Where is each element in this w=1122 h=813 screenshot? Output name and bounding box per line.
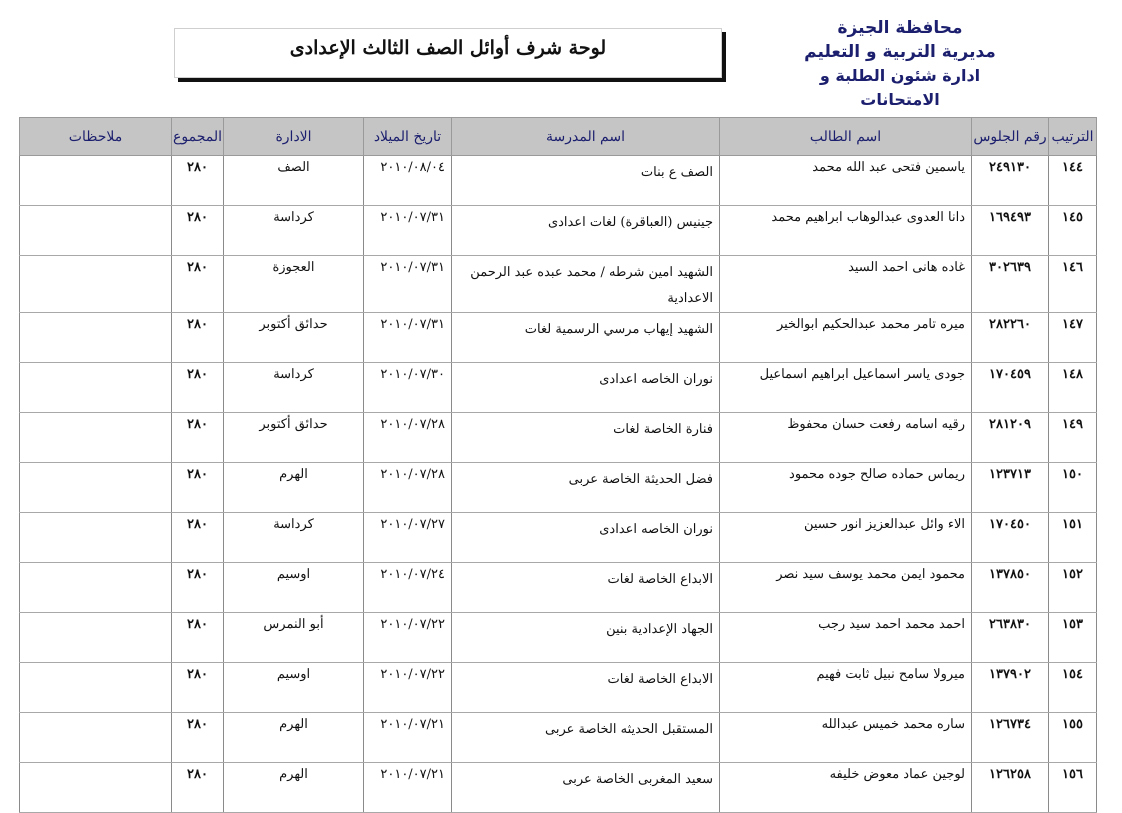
student-name-cell: ساره محمد خميس عبدالله: [720, 713, 972, 763]
administration-cell: الهرم: [224, 713, 364, 763]
honor-roll-table: [19, 117, 1097, 813]
birth-date-cell: ٢٠١٠/٠٨/٠٤: [364, 156, 452, 206]
total-cell: ٢٨٠: [172, 663, 224, 713]
table-row: [20, 713, 1097, 763]
administration-cell: العجوزة: [224, 256, 364, 313]
school-name-cell: المستقبل الحديثه الخاصة عربى: [452, 713, 720, 763]
student-name-cell: جودى ياسر اسماعيل ابراهيم اسماعيل: [720, 363, 972, 413]
department-name: ادارة شئون الطلبة و الامتحانات: [819, 66, 981, 109]
table-row: [20, 663, 1097, 713]
administration-cell: كرداسة: [224, 513, 364, 563]
notes-cell: [20, 713, 172, 763]
school-name-cell: جينيس (العباقرة) لغات اعدادى: [452, 206, 720, 256]
notes-cell: [20, 156, 172, 206]
rank-cell: ١٥٢: [1049, 563, 1097, 613]
administration-cell: اوسيم: [224, 663, 364, 713]
seat-number-cell: ٢٨٢٢٦٠: [972, 313, 1049, 363]
student-name-cell: دانا العدوى عبدالوهاب ابراهيم محمد: [720, 206, 972, 256]
administration-cell: الصف: [224, 156, 364, 206]
administration-cell: كرداسة: [224, 363, 364, 413]
rank-cell: ١٥٥: [1049, 713, 1097, 763]
student-name-cell: الاء وائل عبدالعزيز انور حسين: [720, 513, 972, 563]
total-cell: ٢٨٠: [172, 613, 224, 663]
title-box: [174, 28, 722, 78]
birth-date-cell: ٢٠١٠/٠٧/٢٨: [364, 463, 452, 513]
seat-number-cell: ٢٨١٢٠٩: [972, 413, 1049, 463]
notes-cell: [20, 256, 172, 313]
col-header-total: المجموع: [172, 118, 224, 156]
student-name-cell: ميره تامر محمد عبدالحكيم ابوالخير: [720, 313, 972, 363]
directorate-name: مديرية التربية و التعليم: [804, 42, 996, 62]
rank-cell: ١٥٤: [1049, 663, 1097, 713]
student-name-cell: رقيه اسامه رفعت حسان محفوظ: [720, 413, 972, 463]
table-row: [20, 363, 1097, 413]
notes-cell: [20, 613, 172, 663]
school-name-cell: الابداع الخاصة لغات: [452, 563, 720, 613]
seat-number-cell: ٣٠٢٦٣٩: [972, 256, 1049, 313]
birth-date-cell: ٢٠١٠/٠٧/٢٨: [364, 413, 452, 463]
administration-cell: الهرم: [224, 463, 364, 513]
col-header-seat-number: رقم الجلوس: [972, 118, 1049, 156]
administration-cell: الهرم: [224, 763, 364, 813]
school-name-cell: نوران الخاصه اعدادى: [452, 363, 720, 413]
total-cell: ٢٨٠: [172, 256, 224, 313]
total-cell: ٢٨٠: [172, 156, 224, 206]
rank-cell: ١٤٧: [1049, 313, 1097, 363]
student-name-cell: محمود ايمن محمد يوسف سيد نصر: [720, 563, 972, 613]
notes-cell: [20, 413, 172, 463]
student-name-cell: لوجين عماد معوض خليفه: [720, 763, 972, 813]
administration-cell: حدائق أكتوبر: [224, 413, 364, 463]
seat-number-cell: ١٢٣٧١٣: [972, 463, 1049, 513]
notes-cell: [20, 206, 172, 256]
school-name-cell: الصف ع بنات: [452, 156, 720, 206]
total-cell: ٢٨٠: [172, 363, 224, 413]
school-name-cell: الشهيد امين شرطه / محمد عبده عبد الرحمن الاعدادية: [452, 256, 720, 313]
seat-number-cell: ٢٤٩١٣٠: [972, 156, 1049, 206]
table-row: [20, 413, 1097, 463]
birth-date-cell: ٢٠١٠/٠٧/٣١: [364, 206, 452, 256]
notes-cell: [20, 763, 172, 813]
administration-cell: كرداسة: [224, 206, 364, 256]
rank-cell: ١٤٤: [1049, 156, 1097, 206]
total-cell: ٢٨٠: [172, 463, 224, 513]
administration-cell: حدائق أكتوبر: [224, 313, 364, 363]
birth-date-cell: ٢٠١٠/٠٧/٢٧: [364, 513, 452, 563]
rank-cell: ١٤٥: [1049, 206, 1097, 256]
col-header-school-name: اسم المدرسة: [452, 118, 720, 156]
col-header-birth-date: تاريخ الميلاد: [364, 118, 452, 156]
col-header-rank: الترتيب: [1049, 118, 1097, 156]
seat-number-cell: ٢٦٣٨٣٠: [972, 613, 1049, 663]
notes-cell: [20, 313, 172, 363]
total-cell: ٢٨٠: [172, 563, 224, 613]
school-name-cell: الابداع الخاصة لغات: [452, 663, 720, 713]
col-header-student-name: اسم الطالب: [720, 118, 972, 156]
seat-number-cell: ١٢٦٢٥٨: [972, 763, 1049, 813]
col-header-notes: ملاحظات: [20, 118, 172, 156]
table-row: [20, 156, 1097, 206]
table-row: [20, 613, 1097, 663]
birth-date-cell: ٢٠١٠/٠٧/٣١: [364, 313, 452, 363]
birth-date-cell: ٢٠١٠/٠٧/٢٢: [364, 663, 452, 713]
notes-cell: [20, 463, 172, 513]
administration-cell: اوسيم: [224, 563, 364, 613]
rank-cell: ١٤٩: [1049, 413, 1097, 463]
birth-date-cell: ٢٠١٠/٠٧/٢١: [364, 713, 452, 763]
total-cell: ٢٨٠: [172, 763, 224, 813]
school-name-cell: الشهيد إيهاب مرسي الرسمية لغات: [452, 313, 720, 363]
school-name-cell: فنارة الخاصة لغات: [452, 413, 720, 463]
total-cell: ٢٨٠: [172, 413, 224, 463]
rank-cell: ١٤٨: [1049, 363, 1097, 413]
total-cell: ٢٨٠: [172, 513, 224, 563]
table-header-row: [20, 118, 1097, 156]
birth-date-cell: ٢٠١٠/٠٧/٢٤: [364, 563, 452, 613]
seat-number-cell: ١٣٧٩٠٢: [972, 663, 1049, 713]
student-name-cell: ياسمين فتحى عبد الله محمد: [720, 156, 972, 206]
birth-date-cell: ٢٠١٠/٠٧/٣٠: [364, 363, 452, 413]
seat-number-cell: ١٣٧٨٥٠: [972, 563, 1049, 613]
seat-number-cell: ١٧٠٤٥٠: [972, 513, 1049, 563]
rank-cell: ١٥١: [1049, 513, 1097, 563]
rank-cell: ١٥٦: [1049, 763, 1097, 813]
table-row: [20, 313, 1097, 363]
organization-header: [800, 16, 1000, 112]
total-cell: ٢٨٠: [172, 713, 224, 763]
birth-date-cell: ٢٠١٠/٠٧/٢٢: [364, 613, 452, 663]
rank-cell: ١٥٠: [1049, 463, 1097, 513]
birth-date-cell: ٢٠١٠/٠٧/٢١: [364, 763, 452, 813]
administration-cell: أبو النمرس: [224, 613, 364, 663]
table-row: [20, 763, 1097, 813]
seat-number-cell: ١٦٩٤٩٣: [972, 206, 1049, 256]
birth-date-cell: ٢٠١٠/٠٧/٣١: [364, 256, 452, 313]
notes-cell: [20, 563, 172, 613]
table-row: [20, 256, 1097, 313]
student-name-cell: احمد محمد احمد سيد رجب: [720, 613, 972, 663]
table-row: [20, 563, 1097, 613]
table-row: [20, 513, 1097, 563]
page-title: لوحة شرف أوائل الصف الثالث الإعدادى: [289, 37, 607, 59]
rank-cell: ١٥٣: [1049, 613, 1097, 663]
seat-number-cell: ١٢٦٧٣٤: [972, 713, 1049, 763]
notes-cell: [20, 513, 172, 563]
notes-cell: [20, 663, 172, 713]
total-cell: ٢٨٠: [172, 313, 224, 363]
student-name-cell: ريماس حماده صالح جوده محمود: [720, 463, 972, 513]
student-name-cell: ميرولا سامح نبيل ثابت فهيم: [720, 663, 972, 713]
table-row: [20, 463, 1097, 513]
seat-number-cell: ١٧٠٤٥٩: [972, 363, 1049, 413]
rank-cell: ١٤٦: [1049, 256, 1097, 313]
governorate-name: محافظة الجيزة: [837, 18, 963, 38]
school-name-cell: فضل الحديثة الخاصة عربى: [452, 463, 720, 513]
student-name-cell: غاده هانى احمد السيد: [720, 256, 972, 313]
school-name-cell: سعيد المغربى الخاصة عربى: [452, 763, 720, 813]
notes-cell: [20, 363, 172, 413]
total-cell: ٢٨٠: [172, 206, 224, 256]
table-row: [20, 206, 1097, 256]
col-header-administration: الادارة: [224, 118, 364, 156]
school-name-cell: الجهاد الإعدادية بنين: [452, 613, 720, 663]
school-name-cell: نوران الخاصه اعدادى: [452, 513, 720, 563]
